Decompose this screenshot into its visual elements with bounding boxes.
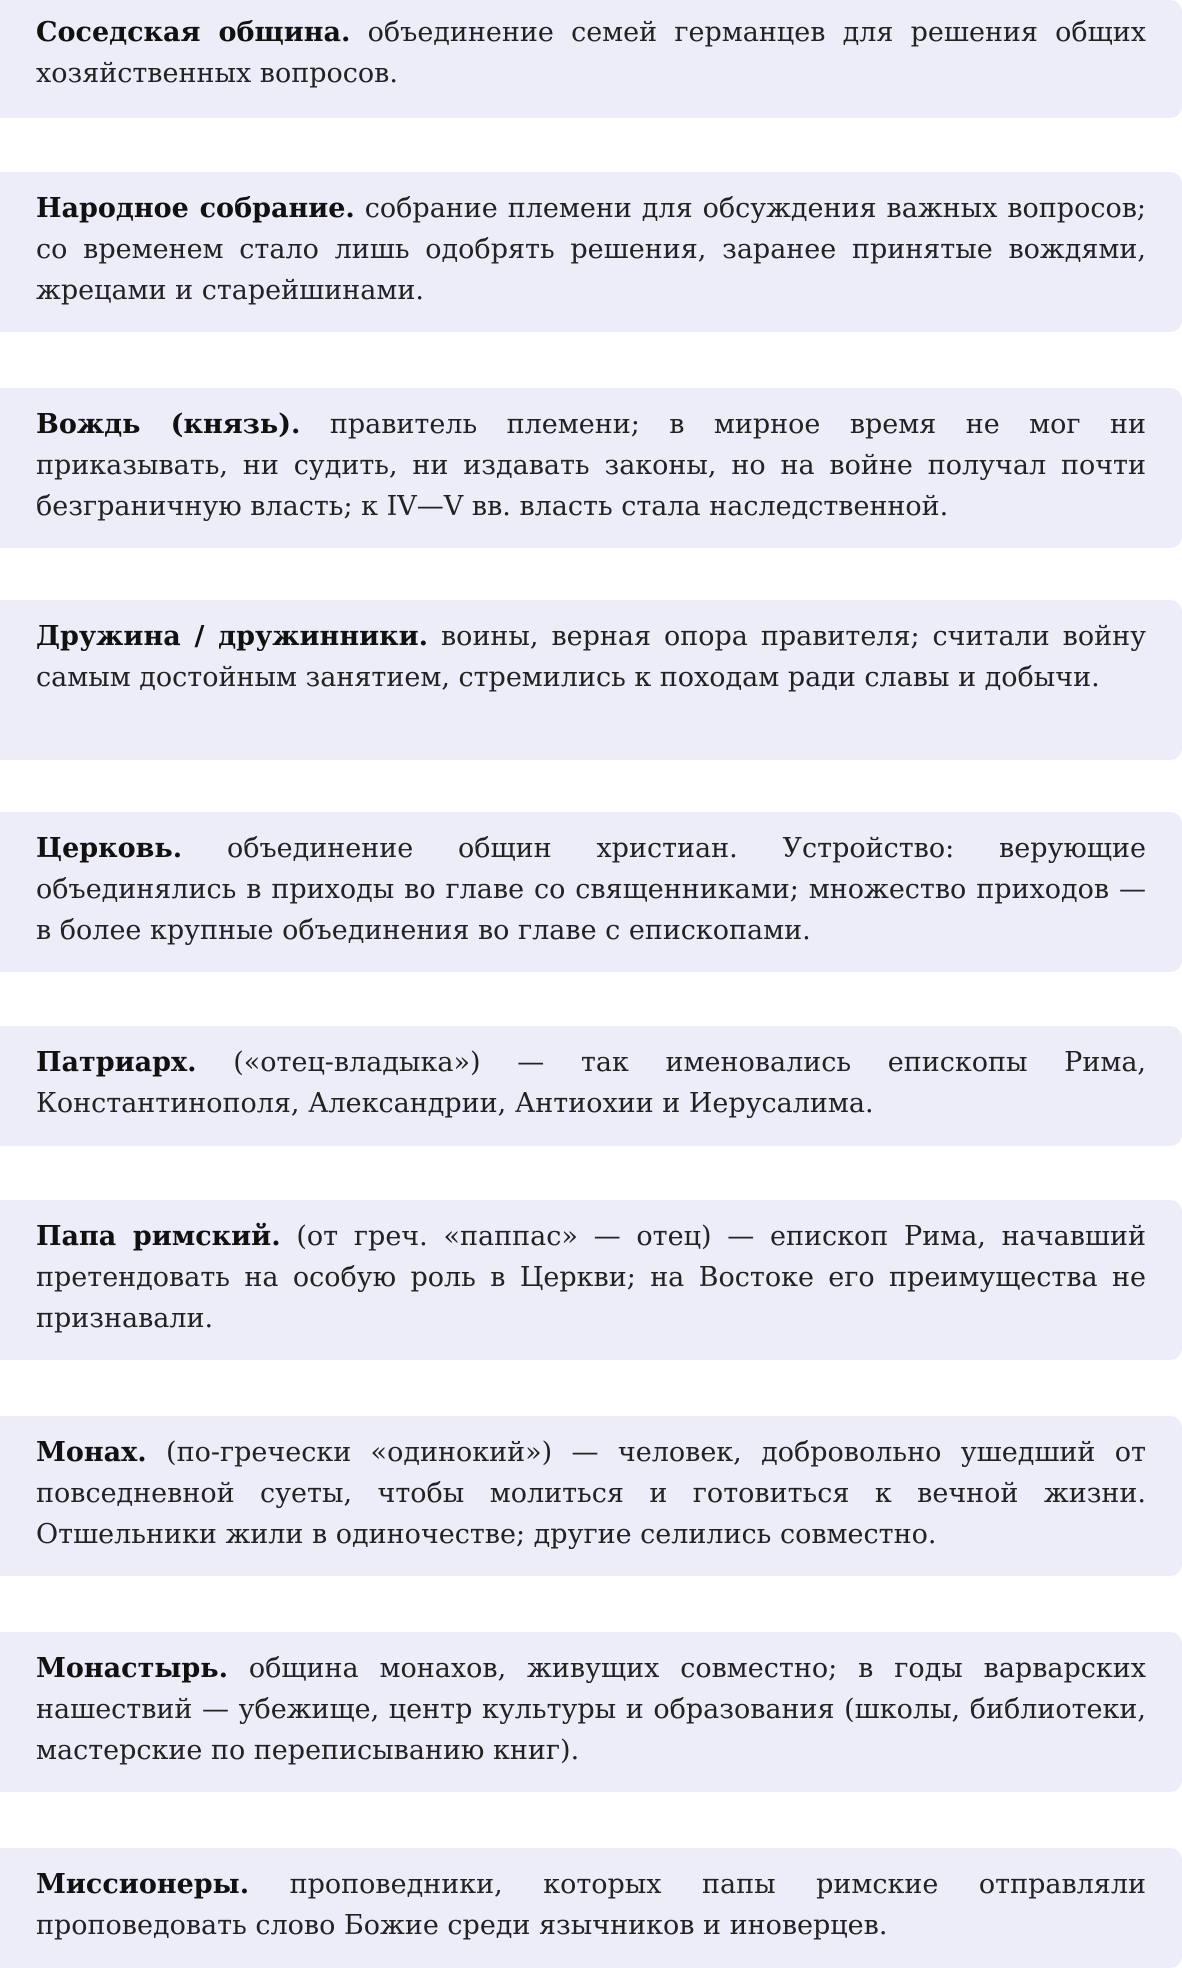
glossary-entry xyxy=(0,172,1182,332)
entry-term: Патриарх. xyxy=(36,1047,197,1078)
glossary-entry xyxy=(0,1848,1182,1968)
entry-text xyxy=(36,1216,1146,1339)
entry-definition: воины, верная опора правителя; считали войну самым достойным занятием, стремились к походам ради славы и добычи. xyxy=(36,621,1146,693)
entry-definition: объединение семей германцев для решения общих хозяйственных вопросов. xyxy=(36,17,1146,89)
glossary-entry xyxy=(0,1026,1182,1146)
entry-definition: (по-гречески «одинокий») — человек, добровольно ушедший от повседневной суеты, чтобы молиться и готовиться к вечной жизни. Отшельники жили в одиночестве; другие селились совместно. xyxy=(36,1437,1146,1550)
glossary-entry xyxy=(0,0,1182,118)
entry-text xyxy=(36,1042,1146,1124)
entry-definition: община монахов, живущих совместно; в годы варварских нашествий — убежище, центр культуры и образования (школы, библиотеки, мастерские по переписыванию книг). xyxy=(36,1653,1146,1766)
entry-definition: (от греч. «паппас» — отец) — епископ Рима, начавший претендовать на особую роль в Церкви; на Востоке его преимущества не признавали. xyxy=(36,1221,1146,1334)
entry-term: Дружина / дружинники. xyxy=(36,621,429,652)
glossary-entry xyxy=(0,812,1182,972)
entry-term: Папа римский. xyxy=(36,1221,281,1252)
entry-term: Монах. xyxy=(36,1437,147,1468)
entry-definition: проповедники, которых папы римские отправляли проповедовать слово Божие среди язычников и иноверцев. xyxy=(36,1869,1146,1941)
entry-term: Монастырь. xyxy=(36,1653,228,1684)
glossary-entry xyxy=(0,388,1182,548)
entry-term: Вождь (князь). xyxy=(36,409,301,440)
glossary-entry xyxy=(0,600,1182,760)
entry-text xyxy=(36,1864,1146,1946)
entry-text xyxy=(36,404,1146,527)
entry-term: Народное собрание. xyxy=(36,193,355,224)
entry-text xyxy=(36,12,1146,94)
entry-text xyxy=(36,616,1146,698)
entry-term: Миссионеры. xyxy=(36,1869,250,1900)
entry-text xyxy=(36,1648,1146,1771)
entry-text xyxy=(36,188,1146,311)
entry-definition: («отец-владыка») — так именовались епископы Рима, Константинополя, Александрии, Антиохии и Иерусалима. xyxy=(36,1047,1146,1119)
entry-definition: собрание племени для обсуждения важных вопросов; со временем стало лишь одобрять решения, заранее принятые вождями, жрецами и старейшинами. xyxy=(36,193,1146,306)
glossary-entry xyxy=(0,1416,1182,1576)
glossary-entry xyxy=(0,1632,1182,1792)
entry-text xyxy=(36,1432,1146,1555)
glossary-entry xyxy=(0,1200,1182,1360)
entry-term: Церковь. xyxy=(36,833,183,864)
entry-definition: правитель племени; в мирное время не мог ни приказывать, ни судить, ни издавать законы, но на войне получал почти безграничную власть; к IV—V вв. власть стала наследственной. xyxy=(36,409,1146,522)
entry-term: Соседская община. xyxy=(36,17,351,48)
entry-text xyxy=(36,828,1146,951)
entry-definition: объединение общин христиан. Устройство: верующие объединялись в приходы во главе со священниками; множество приходов — в более крупные объединения во главе с епископами. xyxy=(36,833,1146,946)
